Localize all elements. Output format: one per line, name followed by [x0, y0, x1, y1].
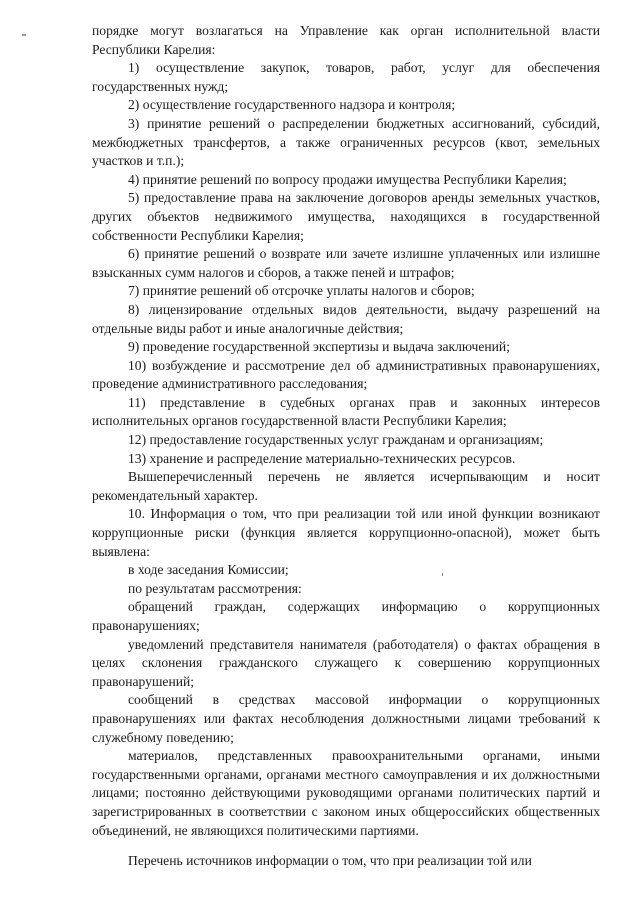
list-item-11: 11) представление в судебных органах прав и законных интересов исполнительных органов государственной власти Республики Карелия;: [92, 394, 600, 429]
source-employer-notices: уведомлений представителя нанимателя (работодателя) о фактах обращения в целях склонения гражданского служащего к совершению коррупционных правонарушений;: [92, 636, 600, 689]
list-item-7: 7) принятие решений об отсрочке уплаты налогов и сборов;: [128, 283, 475, 299]
not-exhaustive-paragraph: Вышеперечисленный перечень не является исчерпывающим и носит рекомендательный характер.: [92, 469, 600, 503]
list-item-1: 1) осуществление закупок, товаров, работ, услуг для обеспечения государственных нужд;: [92, 60, 600, 94]
margin-mark: [22, 34, 26, 36]
during-meeting-line: в ходе заседания Комиссии;: [128, 562, 289, 578]
intro-paragraph: порядке могут возлагаться на Управление как орган исполнительной власти Республики Карелия:: [92, 23, 600, 57]
section-10-paragraph: 10. Информация о том, что при реализации той или иной функции возникают коррупционные риски (функция является коррупционно-опасной), может быть выявлена:: [92, 506, 600, 559]
final-paragraph: Перечень источников информации о том, что при реализации той или: [128, 853, 532, 869]
list-item-3: 3) принятие решений о распределении бюджетных ассигнований, субсидий, межбюджетных трансфертов, а также ограниченных ресурсов (квот, земельных участков и т.п.);: [92, 115, 600, 169]
list-item-13: 13) хранение и распределение материально-технических ресурсов.: [128, 450, 516, 466]
list-item-2: 2) осуществление государственного надзора и контроля;: [128, 97, 456, 113]
list-item-12: 12) предоставление государственных услуг гражданам и организациям;: [128, 432, 544, 448]
document-page: [92, 22, 600, 871]
source-authority-materials: материалов, представленных правоохранительными органами, иными государственными органами, органами местного самоуправления и их должностными лицами; постоянно действующими руководящими органами политических партий и зарегистрированных в соответствии с законом иных общероссийских общественных объединений, не являющихся политическими партиями.: [92, 748, 600, 838]
source-mass-media: сообщений в средствах массовой информации о коррупционных правонарушениях или фактах несоблюдения должностными лицами требований к служебному поведению;: [92, 692, 600, 745]
list-item-10: 10) возбуждение и рассмотрение дел об административных правонарушениях, проведение административного расследования;: [92, 357, 600, 392]
list-item-9: 9) проведение государственной экспертизы и выдача заключений;: [128, 339, 510, 355]
list-item-4: 4) принятие решений по вопросу продажи имущества Республики Карелия;: [128, 171, 567, 187]
list-item-8: 8) лицензирование отдельных видов деятельности, выдачу разрешений на отдельные виды работ и иные аналогичные действия;: [92, 301, 600, 336]
list-item-5: 5) предоставление права на заключение договоров аренды земельных участков, других объектов недвижимого имущества, находящихся в государственной собственности Республики Карелия;: [92, 190, 600, 243]
list-item-6: 6) принятие решений о возврате или зачете излишне уплаченных или излишне взысканных сумм налогов и сборов, а также пеней и штрафов;: [92, 246, 600, 280]
by-review-line: по результатам рассмотрения:: [128, 580, 302, 596]
source-citizen-appeals: обращений граждан, содержащих информацию о коррупционных правонарушениях;: [92, 599, 600, 633]
